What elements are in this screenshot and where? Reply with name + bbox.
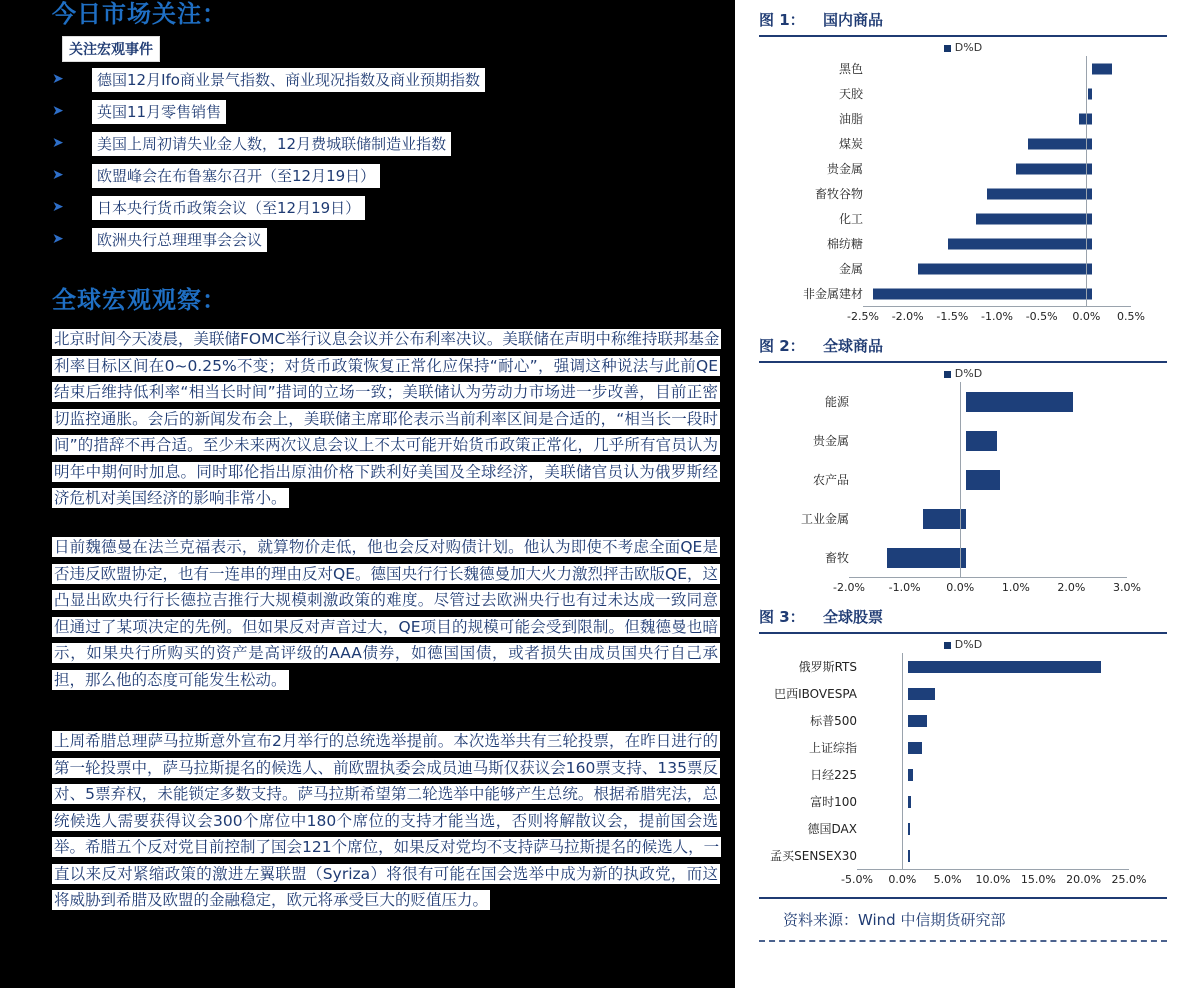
chart-tick-label: 0.0% (1072, 310, 1101, 323)
list-item-label: 美国上周初请失业金人数，12月费城联储制造业指数 (92, 132, 451, 156)
chart-tick-label: 0.0% (946, 581, 975, 594)
chart-2-label: 图 2： (759, 337, 805, 355)
chart-bar-row (753, 256, 1173, 281)
chart-category-label: 金属 (838, 262, 863, 276)
chart-bar (966, 431, 997, 451)
chart-category-label: 黑色 (838, 62, 863, 76)
chart-3-title: 全球股票 (823, 608, 884, 626)
chart-tick-label: 3.0% (1113, 581, 1141, 594)
chart-category-label: 油脂 (838, 112, 863, 126)
chart-1-header (753, 0, 1173, 35)
chart-category-label: 富时100 (810, 795, 857, 809)
paragraph-text: 上周希腊总理萨马拉斯意外宣布2月举行的总统选举提前。本次选举共有三轮投票，在昨日进行的第一轮投票中，萨马拉斯提名的候选人、前欧盟执委会成员迪马斯仅获议会160票支持、135票反对、5票弃权，未能锁定多数支持。萨马拉斯希望第二轮选举中能够产生总统。根据希腊宪法，总统候选人需要获得议会300个席位中180个席位的支持才能当选，否则将解散议会，提前国会选举。希腊五个反对党目前控制了国会121个席位，如果反对党均不支持萨马拉斯提名的候选人，一直以来反对紧缩政策的激进左翼联盟（Syriza）将很有可能在国会选举中成为新的执政党，而这将威胁到希腊及欧盟的金融稳定，欧元将承受巨大的贬值压力。 (54, 732, 720, 909)
chart-block-1 (735, 0, 1191, 326)
chart-category-label: 标普500 (810, 714, 857, 728)
chart-bar-row (753, 460, 1173, 499)
chart-category-label: 煤炭 (838, 137, 863, 151)
chart-plot-cell (863, 842, 1135, 869)
chart-bar-row (753, 131, 1173, 156)
chart-tick-label: 2.0% (1057, 581, 1086, 594)
chart-category-label: 天胶 (838, 87, 863, 101)
list-item-label: 德国12月Ifo商业景气指数、商业现况指数及商业预期指数 (92, 68, 485, 92)
chart-category-label: 畜牧谷物 (814, 187, 863, 201)
chart-tick-label: -2.5% (847, 310, 879, 323)
list-item-label: 日本央行货币政策会议（至12月19日） (92, 196, 365, 220)
chart-category-label: 巴西IBOVESPA (774, 687, 857, 701)
chart-tick-label: -1.0% (888, 581, 921, 594)
chart-tick-label: 10.0% (975, 873, 1011, 886)
chart-category-label: 贵金属 (812, 434, 849, 448)
chart-category-label: 日经225 (810, 768, 857, 782)
chart-3-header (753, 597, 1173, 632)
chart-bar (1088, 88, 1092, 99)
chart-bar (908, 661, 1100, 673)
chart-category-label: 俄罗斯RTS (798, 660, 857, 674)
chart-bar-row (753, 231, 1173, 256)
chart-bar-row (753, 538, 1173, 577)
chart-plot-cell (855, 460, 1133, 499)
chart-plot-cell (869, 206, 1137, 231)
chart-zero-axis (902, 653, 903, 869)
chart-bar (908, 850, 910, 862)
arrow-icon: ➤ (52, 231, 64, 247)
chart-bar (966, 470, 999, 490)
chart-tick-label: -0.5% (1025, 310, 1058, 323)
chart-3 (753, 653, 1173, 889)
chart-bar-row (753, 761, 1173, 788)
chart-bar (908, 715, 927, 727)
paragraph-weidmann (52, 534, 720, 693)
chart-bar-row (753, 206, 1173, 231)
right-column (735, 0, 1191, 988)
list-item-label: 欧盟峰会在布鲁塞尔召开（至12月19日） (92, 164, 380, 188)
chart-bars (753, 653, 1173, 869)
arrow-icon: ➤ (52, 103, 64, 119)
chart-bar-row (753, 421, 1173, 460)
divider (759, 35, 1167, 37)
chart-plot-cell (869, 281, 1137, 306)
macro-events-tag: 关注宏观事件 (62, 36, 160, 62)
arrow-icon: ➤ (52, 199, 64, 215)
chart-tick-label: 0.5% (1117, 310, 1145, 323)
chart-tick-label: -5.0% (841, 873, 873, 886)
chart-bar (966, 392, 1073, 412)
chart-1-title: 国内商品 (823, 11, 884, 29)
chart-category-label: 棉纺糖 (826, 237, 863, 251)
chart-bar (908, 769, 913, 781)
chart-plot-cell (869, 156, 1137, 181)
chart-plot-cell (869, 231, 1137, 256)
arrow-icon: ➤ (52, 71, 64, 87)
paragraph-text: 日前魏德曼在法兰克福表示，就算物价走低，他也会反对购债计划。他认为即使不考虑全面QE是否违反欧盟协定，也有一连串的理由反对QE。德国央行行长魏德曼加大火力激烈抨击欧版QE，这凸显出欧央行行长德拉吉推行大规模刺激政策的难度。尽管过去欧洲央行也有过未达成一致同意但通过了某项决定的先例。但如果反对声音过大，QE项目的规模可能会受到限制。但魏德曼也暗示，如果央行所购买的资产是高评级的AAA债券，如德国国债，或者损失由成员国央行自己承担，那么他的态度可能发生松动。 (54, 538, 718, 689)
chart-category-label: 孟买SENSEX30 (770, 849, 857, 863)
chart-category-label: 贵金属 (826, 162, 863, 176)
chart-category-label: 德国DAX (807, 822, 857, 836)
chart-zero-axis (960, 382, 961, 577)
paragraph-text: 北京时间今天凌晨，美联储FOMC举行议息会议并公布利率决议。美联储在声明中称维持联邦基金利率目标区间在0~0.25%不变；对货币政策恢复正常化应保持“耐心”，强调这种说法与此前QE结束后维持低利率“相当长时间”措词的立场一致；美联储认为劳动力市场进一步改善，目前正密切监控通胀。会后的新闻发布会上，美联储主席耶伦表示当前利率区间是合适的，“相当长一段时间”的措辞不再合适。至少未来两次议息会议上不太可能开始货币政策正常化，几乎所有官员认为明年中期何时加息。同时耶伦指出原油价格下跌利好美国及全球经济，美联储官员认为俄罗斯经济危机对美国经济的影响非常小。 (54, 330, 720, 507)
chart-plot-cell (863, 815, 1135, 842)
chart-plot-cell (869, 181, 1137, 206)
chart-2-header (753, 326, 1173, 361)
chart-bar (948, 238, 1093, 249)
chart-bar (873, 288, 1092, 299)
list-item (52, 196, 732, 219)
list-item (52, 100, 732, 123)
chart-bar-row (753, 106, 1173, 131)
legend-label: D%D (954, 638, 983, 651)
chart-x-axis (849, 577, 1127, 578)
chart-bar-row (753, 734, 1173, 761)
chart-1 (753, 56, 1173, 326)
chart-bar (908, 742, 922, 754)
chart-tick-label: 0.0% (888, 873, 917, 886)
chart-bar (908, 823, 910, 835)
source-note: 资料来源：Wind 中信期货研究部 (759, 897, 1167, 934)
chart-bar (1028, 138, 1092, 149)
chart-x-ticks (841, 873, 1147, 889)
list-item (52, 68, 732, 91)
chart-bar (918, 263, 1092, 274)
chart-x-axis (857, 869, 1129, 870)
chart-x-axis (863, 306, 1131, 307)
chart-bar-row (753, 499, 1173, 538)
list-item-label: 英国11月零售销售 (92, 100, 226, 124)
chart-bar-row (753, 842, 1173, 869)
list-item (52, 228, 732, 251)
legend-swatch (944, 45, 951, 52)
chart-plot-cell (855, 382, 1133, 421)
macro-events-list (52, 68, 732, 260)
chart-bar-row (753, 56, 1173, 81)
chart-category-label: 农产品 (812, 473, 849, 487)
chart-category-label: 畜牧 (824, 551, 849, 565)
chart-plot-cell (869, 131, 1137, 156)
list-item (52, 164, 732, 187)
divider (759, 632, 1167, 634)
chart-bar-row (753, 707, 1173, 734)
page-title-today: 今日市场关注： (52, 0, 227, 28)
page-title-global: 全球宏观观察： (52, 286, 227, 314)
chart-bar-row (753, 815, 1173, 842)
chart-plot-cell (855, 499, 1133, 538)
chart-plot-cell (869, 56, 1137, 81)
chart-tick-label: 1.0% (1001, 581, 1030, 594)
chart-bar (987, 188, 1092, 199)
list-item-label: 欧洲央行总理理事会会议 (92, 228, 267, 252)
arrow-icon: ➤ (52, 167, 64, 183)
chart-bar (976, 213, 1092, 224)
chart-tick-label: 20.0% (1066, 873, 1102, 886)
chart-tick-label: -1.0% (981, 310, 1013, 323)
list-item (52, 132, 732, 155)
chart-plot-cell (863, 707, 1135, 734)
chart-plot-cell (869, 106, 1137, 131)
chart-tick-label: 5.0% (933, 873, 962, 886)
chart-tick-label: -1.5% (936, 310, 969, 323)
chart-block-3 (735, 597, 1191, 889)
chart-category-label: 能源 (824, 395, 849, 409)
chart-plot-cell (869, 256, 1137, 281)
chart-bar-row (753, 181, 1173, 206)
chart-2-legend (753, 367, 1173, 380)
chart-bar (908, 796, 911, 808)
chart-plot-cell (869, 81, 1137, 106)
chart-plot-cell (855, 538, 1133, 577)
chart-tick-label: -2.0% (891, 310, 924, 323)
chart-bars (753, 382, 1173, 577)
legend-swatch (944, 371, 951, 378)
chart-bar (1016, 163, 1092, 174)
chart-bar (1092, 63, 1112, 74)
chart-plot-cell (863, 761, 1135, 788)
legend-swatch (944, 642, 951, 649)
chart-zero-axis (1086, 56, 1087, 306)
chart-x-ticks (847, 310, 1145, 326)
chart-category-label: 非金属建材 (802, 287, 863, 301)
chart-bar-row (753, 156, 1173, 181)
chart-plot-cell (855, 421, 1133, 460)
chart-2-title: 全球商品 (823, 337, 884, 355)
chart-1-label: 图 1： (759, 11, 805, 29)
paragraph-greece (52, 728, 720, 914)
chart-bar-row (753, 680, 1173, 707)
chart-bar (887, 548, 966, 568)
chart-1-legend (753, 41, 1173, 54)
chart-plot-cell (863, 680, 1135, 707)
chart-category-label: 上证综指 (808, 741, 857, 755)
chart-block-2 (735, 326, 1191, 597)
chart-bars (753, 56, 1173, 306)
legend-label: D%D (954, 41, 983, 54)
chart-bar-row (753, 281, 1173, 306)
chart-category-label: 工业金属 (800, 512, 849, 526)
chart-3-legend (753, 638, 1173, 651)
chart-bar-row (753, 653, 1173, 680)
chart-plot-cell (863, 653, 1135, 680)
chart-tick-label: 15.0% (1020, 873, 1056, 886)
legend-label: D%D (954, 367, 983, 380)
chart-bar-row (753, 81, 1173, 106)
chart-bar-row (753, 788, 1173, 815)
chart-x-ticks (833, 581, 1141, 597)
paragraph-fomc (52, 326, 720, 512)
chart-2 (753, 382, 1173, 597)
arrow-icon: ➤ (52, 135, 64, 151)
chart-plot-cell (863, 788, 1135, 815)
chart-tick-label: -2.0% (833, 581, 865, 594)
chart-plot-cell (863, 734, 1135, 761)
chart-category-label: 化工 (838, 212, 863, 226)
divider (759, 361, 1167, 363)
chart-3-label: 图 3： (759, 608, 805, 626)
chart-bar (908, 688, 934, 700)
dashed-divider (759, 940, 1167, 942)
chart-bar-row (753, 382, 1173, 421)
chart-tick-label: 25.0% (1111, 873, 1147, 886)
